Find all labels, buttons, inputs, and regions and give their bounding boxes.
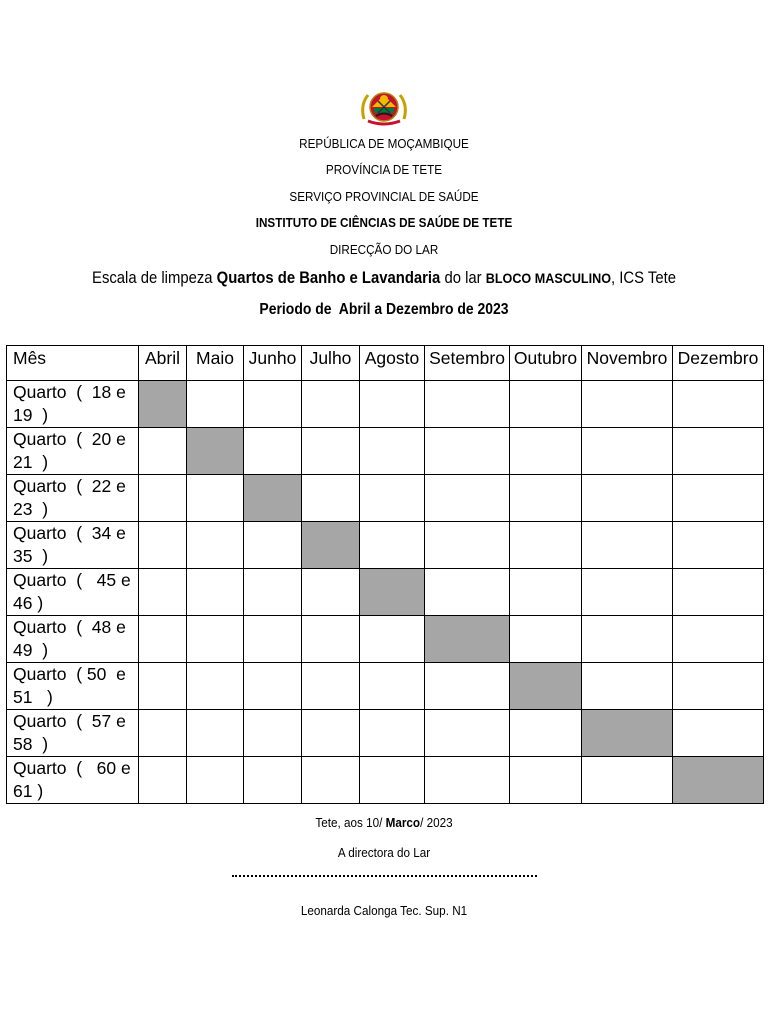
assigned-month-cell <box>244 475 302 522</box>
schedule-cell <box>425 522 510 569</box>
title-block: BLOCO MASCULINO <box>485 270 612 286</box>
assigned-month-cell <box>673 757 764 804</box>
schedule-cell <box>673 616 764 663</box>
table-row <box>7 522 764 569</box>
schedule-cell <box>582 428 673 475</box>
header-cell-month: Maio <box>187 346 244 381</box>
schedule-cell <box>510 569 582 616</box>
schedule-cell <box>360 663 425 710</box>
header-cell-month: Junho <box>244 346 302 381</box>
date-month: Marco <box>385 815 421 830</box>
header-republic: REPÚBLICA DE MOÇAMBIQUE <box>299 136 469 151</box>
schedule-cell <box>425 428 510 475</box>
signature-line <box>232 875 537 877</box>
schedule-cell <box>582 663 673 710</box>
schedule-cell <box>244 522 302 569</box>
schedule-cell <box>582 475 673 522</box>
assigned-month-cell <box>510 663 582 710</box>
header-cell-month: Novembro <box>582 346 673 381</box>
schedule-cell <box>673 569 764 616</box>
schedule-cell <box>244 428 302 475</box>
schedule-cell <box>425 475 510 522</box>
schedule-cell <box>187 569 244 616</box>
table-row <box>7 710 764 757</box>
schedule-cell <box>244 757 302 804</box>
schedule-cell <box>187 475 244 522</box>
header-cell-month: Dezembro <box>673 346 764 381</box>
schedule-cell <box>187 616 244 663</box>
table-row <box>7 569 764 616</box>
schedule-cell <box>360 616 425 663</box>
title-middle: do lar <box>440 269 486 287</box>
schedule-cell <box>139 757 187 804</box>
room-label-cell: Quarto ( 22 e 23 ) <box>7 475 139 522</box>
schedule-cell <box>302 757 360 804</box>
header-cell-month: Agosto <box>360 346 425 381</box>
schedule-cell <box>187 522 244 569</box>
assigned-month-cell <box>139 381 187 428</box>
header-province: PROVÍNCIA DE TETE <box>325 162 443 177</box>
period-subtitle: Periodo de Abril a Dezembro de 2023 <box>259 301 509 318</box>
schedule-cell <box>673 522 764 569</box>
table-row <box>7 381 764 428</box>
schedule-cell <box>187 663 244 710</box>
header-cell-month: Abril <box>139 346 187 381</box>
room-label-cell: Quarto ( 50 e 51 ) <box>7 663 139 710</box>
title-prefix: Escala de limpeza <box>92 269 217 287</box>
room-label-cell: Quarto ( 20 e 21 ) <box>7 428 139 475</box>
table-row <box>7 663 764 710</box>
schedule-cell <box>139 710 187 757</box>
schedule-cell <box>139 522 187 569</box>
room-label-cell: Quarto ( 45 e 46 ) <box>7 569 139 616</box>
table-row <box>7 475 764 522</box>
schedule-cell <box>582 616 673 663</box>
schedule-cell <box>360 381 425 428</box>
schedule-cell <box>139 475 187 522</box>
schedule-cell <box>673 428 764 475</box>
table-row <box>7 428 764 475</box>
assigned-month-cell <box>187 428 244 475</box>
schedule-cell <box>302 616 360 663</box>
schedule-cell <box>244 710 302 757</box>
cleaning-schedule-table <box>6 345 764 804</box>
schedule-cell <box>510 710 582 757</box>
schedule-cell <box>510 428 582 475</box>
signatory-role: A directora do Lar <box>337 845 431 860</box>
schedule-cell <box>139 663 187 710</box>
schedule-cell <box>673 710 764 757</box>
schedule-cell <box>510 522 582 569</box>
coat-of-arms-emblem <box>358 89 410 127</box>
header-cell-month: Setembro <box>425 346 510 381</box>
schedule-cell <box>360 522 425 569</box>
table-header-row <box>7 346 764 381</box>
room-label-cell: Quarto ( 18 e 19 ) <box>7 381 139 428</box>
schedule-cell <box>425 569 510 616</box>
header-cell-month: Outubro <box>510 346 582 381</box>
schedule-cell <box>360 757 425 804</box>
schedule-cell <box>244 663 302 710</box>
schedule-cell <box>582 757 673 804</box>
room-label-cell: Quarto ( 57 e 58 ) <box>7 710 139 757</box>
schedule-cell <box>244 381 302 428</box>
schedule-cell <box>187 710 244 757</box>
date-prefix: Tete, aos 10/ <box>315 815 386 830</box>
schedule-cell <box>425 757 510 804</box>
document-title <box>38 268 729 288</box>
assigned-month-cell <box>425 616 510 663</box>
header-cell-month: Julho <box>302 346 360 381</box>
header-institute: INSTITUTO DE CIÊNCIAS DE SAÚDE DE TETE <box>255 215 513 230</box>
assigned-month-cell <box>360 569 425 616</box>
title-emphasis: Quartos de Banho e Lavandaria <box>216 269 441 287</box>
date-suffix: / 2023 <box>420 815 453 830</box>
schedule-cell <box>302 475 360 522</box>
schedule-cell <box>673 381 764 428</box>
assigned-month-cell <box>302 522 360 569</box>
schedule-cell <box>244 616 302 663</box>
header-health-service: SERVIÇO PROVINCIAL DE SAÚDE <box>289 189 479 204</box>
schedule-cell <box>302 710 360 757</box>
schedule-cell <box>360 428 425 475</box>
assigned-month-cell <box>582 710 673 757</box>
schedule-cell <box>510 381 582 428</box>
header-cell-month-label: Mês <box>7 346 139 381</box>
schedule-cell <box>425 381 510 428</box>
schedule-cell <box>360 475 425 522</box>
schedule-cell <box>510 616 582 663</box>
schedule-cell <box>244 569 302 616</box>
schedule-cell <box>510 475 582 522</box>
schedule-cell <box>302 428 360 475</box>
schedule-cell <box>187 381 244 428</box>
schedule-cell <box>139 569 187 616</box>
schedule-cell <box>582 381 673 428</box>
room-label-cell: Quarto ( 34 e 35 ) <box>7 522 139 569</box>
schedule-cell <box>302 569 360 616</box>
schedule-cell <box>510 757 582 804</box>
schedule-cell <box>425 710 510 757</box>
room-label-cell: Quarto ( 60 e 61 ) <box>7 757 139 804</box>
schedule-cell <box>425 663 510 710</box>
schedule-cell <box>673 475 764 522</box>
table-row <box>7 757 764 804</box>
schedule-cell <box>582 522 673 569</box>
schedule-cell <box>582 569 673 616</box>
title-suffix: , ICS Tete <box>611 269 676 287</box>
schedule-cell <box>673 663 764 710</box>
schedule-cell <box>302 381 360 428</box>
schedule-cell <box>187 757 244 804</box>
schedule-cell <box>139 428 187 475</box>
schedule-cell <box>139 616 187 663</box>
schedule-cell <box>302 663 360 710</box>
table-row <box>7 616 764 663</box>
signature-date <box>38 815 729 831</box>
header-direction: DIRECÇÃO DO LAR <box>329 242 439 257</box>
room-label-cell: Quarto ( 48 e 49 ) <box>7 616 139 663</box>
schedule-cell <box>360 710 425 757</box>
signatory-name: Leonarda Calonga Tec. Sup. N1 <box>300 903 468 918</box>
